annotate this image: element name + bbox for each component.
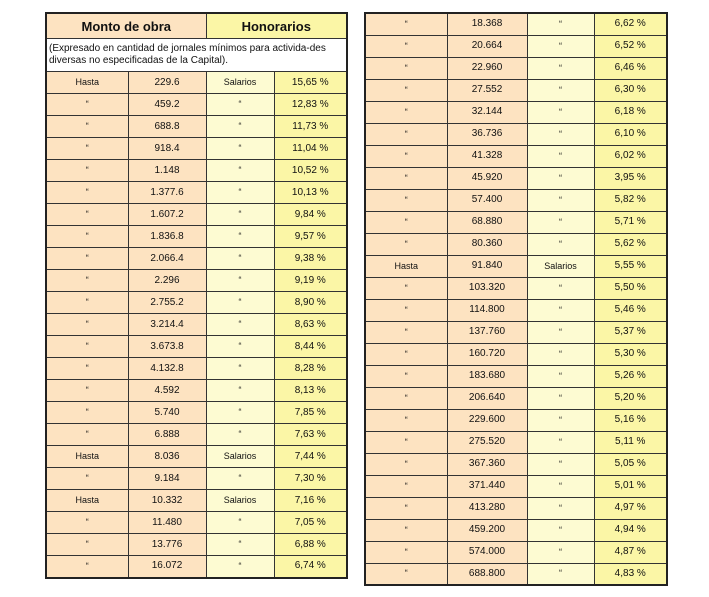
range-label: Hasta — [46, 446, 128, 468]
table-row — [46, 116, 347, 138]
table-row — [365, 189, 667, 211]
unit-label: “ — [527, 563, 594, 585]
table-row — [46, 292, 347, 314]
honorario-value: 8,90 % — [274, 292, 347, 314]
unit-label: “ — [527, 189, 594, 211]
honorario-value: 6,52 % — [594, 35, 667, 57]
honorario-value: 10,52 % — [274, 160, 347, 182]
honorario-value: 5,16 % — [594, 409, 667, 431]
range-label: “ — [365, 321, 447, 343]
unit-label: “ — [527, 497, 594, 519]
monto-value: 1.607.2 — [128, 204, 206, 226]
monto-value: 32.144 — [447, 101, 527, 123]
unit-label: “ — [527, 167, 594, 189]
unit-label: “ — [206, 204, 274, 226]
range-label: “ — [46, 138, 128, 160]
honorario-value: 11,73 % — [274, 116, 347, 138]
table-row — [365, 299, 667, 321]
range-label: “ — [365, 13, 447, 35]
honorario-value: 5,71 % — [594, 211, 667, 233]
honorario-value: 8,44 % — [274, 336, 347, 358]
unit-label: “ — [527, 145, 594, 167]
table-row — [46, 226, 347, 248]
range-label: “ — [365, 145, 447, 167]
table-row — [46, 512, 347, 534]
range-label: “ — [46, 182, 128, 204]
table-row — [46, 380, 347, 402]
monto-value: 2.066.4 — [128, 248, 206, 270]
honorario-value: 5,37 % — [594, 321, 667, 343]
honorarios-header: Honorarios — [206, 13, 347, 39]
range-label: “ — [365, 35, 447, 57]
honorario-value: 5,20 % — [594, 387, 667, 409]
monto-value: 918.4 — [128, 138, 206, 160]
table-row — [365, 13, 667, 35]
unit-label: “ — [527, 431, 594, 453]
range-label: “ — [365, 277, 447, 299]
table-row — [46, 248, 347, 270]
table-row — [365, 475, 667, 497]
unit-label: “ — [206, 380, 274, 402]
honorario-value: 7,85 % — [274, 402, 347, 424]
unit-label: Salarios — [206, 72, 274, 94]
range-label: “ — [46, 292, 128, 314]
table-row — [365, 497, 667, 519]
monto-value: 459.2 — [128, 94, 206, 116]
note-text: (Expresado en cantidad de jornales mínimos para activida-des diversas no especificadas de la Capital). — [46, 39, 347, 72]
monto-value: 80.360 — [447, 233, 527, 255]
unit-label: “ — [206, 358, 274, 380]
honorario-value: 5,55 % — [594, 255, 667, 277]
monto-value: 5.740 — [128, 402, 206, 424]
unit-label: “ — [206, 402, 274, 424]
table-row — [365, 35, 667, 57]
table-row — [365, 409, 667, 431]
header-row — [46, 13, 347, 39]
monto-header: Monto de obra — [46, 13, 206, 39]
unit-label: “ — [206, 270, 274, 292]
range-label: “ — [365, 453, 447, 475]
table-row — [46, 556, 347, 578]
unit-label: “ — [527, 321, 594, 343]
range-label: “ — [46, 160, 128, 182]
unit-label: “ — [206, 468, 274, 490]
unit-label: “ — [206, 116, 274, 138]
honorario-value: 7,16 % — [274, 490, 347, 512]
range-label: “ — [365, 365, 447, 387]
monto-value: 11.480 — [128, 512, 206, 534]
honorario-value: 5,05 % — [594, 453, 667, 475]
table-row — [46, 490, 347, 512]
honorario-value: 9,84 % — [274, 204, 347, 226]
table-row — [46, 314, 347, 336]
table-row — [365, 57, 667, 79]
honorario-value: 5,46 % — [594, 299, 667, 321]
monto-value: 91.840 — [447, 255, 527, 277]
unit-label: “ — [206, 182, 274, 204]
unit-label: Salarios — [206, 490, 274, 512]
table-row — [365, 563, 667, 585]
honorario-value: 5,11 % — [594, 431, 667, 453]
monto-value: 4.592 — [128, 380, 206, 402]
unit-label: “ — [527, 35, 594, 57]
range-label: “ — [46, 204, 128, 226]
unit-label: “ — [527, 365, 594, 387]
table-row — [365, 387, 667, 409]
table-row — [46, 160, 347, 182]
honorario-value: 8,13 % — [274, 380, 347, 402]
unit-label: “ — [527, 409, 594, 431]
honorario-value: 7,44 % — [274, 446, 347, 468]
monto-value: 36.736 — [447, 123, 527, 145]
monto-value: 41.328 — [447, 145, 527, 167]
unit-label: Salarios — [206, 446, 274, 468]
unit-label: “ — [527, 277, 594, 299]
range-label: “ — [365, 387, 447, 409]
unit-label: “ — [527, 475, 594, 497]
monto-value: 229.600 — [447, 409, 527, 431]
unit-label: Salarios — [527, 255, 594, 277]
monto-value: 22.960 — [447, 57, 527, 79]
range-label: “ — [365, 343, 447, 365]
honorario-value: 6,88 % — [274, 534, 347, 556]
honorario-value: 4,87 % — [594, 541, 667, 563]
monto-value: 6.888 — [128, 424, 206, 446]
range-label: “ — [46, 556, 128, 578]
table-row — [46, 358, 347, 380]
unit-label: “ — [527, 79, 594, 101]
honorario-value: 6,46 % — [594, 57, 667, 79]
range-label: “ — [365, 409, 447, 431]
honorario-value: 3,95 % — [594, 167, 667, 189]
table-row — [365, 211, 667, 233]
range-label: “ — [365, 123, 447, 145]
range-label: “ — [365, 211, 447, 233]
monto-value: 1.836.8 — [128, 226, 206, 248]
unit-label: “ — [206, 424, 274, 446]
range-label: “ — [46, 380, 128, 402]
table-row — [365, 519, 667, 541]
table-row — [365, 277, 667, 299]
honorario-value: 7,05 % — [274, 512, 347, 534]
range-label: “ — [46, 424, 128, 446]
monto-value: 1.377.6 — [128, 182, 206, 204]
unit-label: “ — [206, 226, 274, 248]
monto-value: 20.664 — [447, 35, 527, 57]
unit-label: “ — [527, 343, 594, 365]
honorario-value: 9,19 % — [274, 270, 347, 292]
table-row — [365, 123, 667, 145]
honorario-value: 5,26 % — [594, 365, 667, 387]
range-label: “ — [365, 541, 447, 563]
monto-value: 114.800 — [447, 299, 527, 321]
range-label: “ — [46, 534, 128, 556]
monto-value: 183.680 — [447, 365, 527, 387]
unit-label: “ — [206, 292, 274, 314]
honorario-value: 6,18 % — [594, 101, 667, 123]
range-label: “ — [365, 79, 447, 101]
honorario-value: 6,74 % — [274, 556, 347, 578]
range-label: “ — [365, 497, 447, 519]
monto-value: 688.8 — [128, 116, 206, 138]
monto-value: 137.760 — [447, 321, 527, 343]
range-label: “ — [365, 475, 447, 497]
monto-value: 574.000 — [447, 541, 527, 563]
unit-label: “ — [527, 299, 594, 321]
unit-label: “ — [206, 556, 274, 578]
range-label: Hasta — [46, 72, 128, 94]
range-label: Hasta — [46, 490, 128, 512]
table-row — [46, 402, 347, 424]
monto-value: 1.148 — [128, 160, 206, 182]
monto-value: 371.440 — [447, 475, 527, 497]
monto-value: 688.800 — [447, 563, 527, 585]
range-label: “ — [365, 57, 447, 79]
table-row — [46, 336, 347, 358]
honorario-value: 15,65 % — [274, 72, 347, 94]
unit-label: “ — [206, 534, 274, 556]
unit-label: “ — [206, 512, 274, 534]
table-row — [365, 431, 667, 453]
range-label: “ — [46, 402, 128, 424]
honorario-value: 6,30 % — [594, 79, 667, 101]
honorario-value: 7,30 % — [274, 468, 347, 490]
monto-value: 9.184 — [128, 468, 206, 490]
range-label: “ — [46, 314, 128, 336]
unit-label: “ — [527, 519, 594, 541]
unit-label: “ — [527, 541, 594, 563]
unit-label: “ — [527, 233, 594, 255]
honorario-value: 5,50 % — [594, 277, 667, 299]
table-row — [365, 145, 667, 167]
honorario-value: 11,04 % — [274, 138, 347, 160]
monto-value: 229.6 — [128, 72, 206, 94]
honorario-value: 4,83 % — [594, 563, 667, 585]
honorario-value: 5,01 % — [594, 475, 667, 497]
honorario-value: 5,62 % — [594, 233, 667, 255]
unit-label: “ — [527, 13, 594, 35]
monto-value: 57.400 — [447, 189, 527, 211]
table-row — [46, 72, 347, 94]
honorario-value: 6,10 % — [594, 123, 667, 145]
range-label: “ — [365, 101, 447, 123]
range-label: “ — [365, 519, 447, 541]
monto-value: 413.280 — [447, 497, 527, 519]
unit-label: “ — [206, 138, 274, 160]
monto-value: 206.640 — [447, 387, 527, 409]
monto-value: 8.036 — [128, 446, 206, 468]
range-label: “ — [365, 563, 447, 585]
honorario-value: 6,02 % — [594, 145, 667, 167]
unit-label: “ — [206, 248, 274, 270]
monto-value: 2.296 — [128, 270, 206, 292]
monto-value: 459.200 — [447, 519, 527, 541]
honorario-value: 4,97 % — [594, 497, 667, 519]
unit-label: “ — [527, 101, 594, 123]
unit-label: “ — [206, 160, 274, 182]
table-row — [46, 182, 347, 204]
honorario-value: 8,63 % — [274, 314, 347, 336]
honorario-value: 4,94 % — [594, 519, 667, 541]
table-row — [365, 255, 667, 277]
unit-label: “ — [527, 453, 594, 475]
monto-value: 3.673.8 — [128, 336, 206, 358]
monto-value: 10.332 — [128, 490, 206, 512]
table-row — [365, 365, 667, 387]
table-row — [46, 534, 347, 556]
table-row — [365, 453, 667, 475]
honorario-value: 8,28 % — [274, 358, 347, 380]
left-fee-table — [45, 12, 348, 579]
table-row — [46, 424, 347, 446]
monto-value: 18.368 — [447, 13, 527, 35]
range-label: “ — [46, 248, 128, 270]
table-row — [365, 167, 667, 189]
honorario-value: 9,57 % — [274, 226, 347, 248]
honorario-value: 12,83 % — [274, 94, 347, 116]
table-row — [365, 541, 667, 563]
monto-value: 367.360 — [447, 453, 527, 475]
table-row — [46, 468, 347, 490]
table-row — [365, 79, 667, 101]
range-label: “ — [46, 336, 128, 358]
unit-label: “ — [206, 336, 274, 358]
monto-value: 103.320 — [447, 277, 527, 299]
honorario-value: 9,38 % — [274, 248, 347, 270]
honorario-value: 5,82 % — [594, 189, 667, 211]
unit-label: “ — [206, 94, 274, 116]
table-row — [365, 101, 667, 123]
monto-value: 3.214.4 — [128, 314, 206, 336]
unit-label: “ — [206, 314, 274, 336]
range-label: “ — [365, 189, 447, 211]
range-label: Hasta — [365, 255, 447, 277]
monto-value: 4.132.8 — [128, 358, 206, 380]
range-label: “ — [46, 358, 128, 380]
unit-label: “ — [527, 211, 594, 233]
table-row — [46, 446, 347, 468]
honorario-value: 10,13 % — [274, 182, 347, 204]
unit-label: “ — [527, 123, 594, 145]
monto-value: 27.552 — [447, 79, 527, 101]
range-label: “ — [365, 299, 447, 321]
monto-value: 160.720 — [447, 343, 527, 365]
monto-value: 2.755.2 — [128, 292, 206, 314]
table-row — [46, 138, 347, 160]
table-row — [365, 233, 667, 255]
range-label: “ — [365, 233, 447, 255]
honorario-value: 7,63 % — [274, 424, 347, 446]
range-label: “ — [365, 431, 447, 453]
note-row — [46, 39, 347, 72]
range-label: “ — [46, 226, 128, 248]
honorario-value: 5,30 % — [594, 343, 667, 365]
range-label: “ — [46, 116, 128, 138]
range-label: “ — [46, 468, 128, 490]
unit-label: “ — [527, 57, 594, 79]
monto-value: 16.072 — [128, 556, 206, 578]
range-label: “ — [46, 94, 128, 116]
honorario-value: 6,62 % — [594, 13, 667, 35]
table-row — [46, 204, 347, 226]
monto-value: 13.776 — [128, 534, 206, 556]
range-label: “ — [46, 270, 128, 292]
table-row — [46, 94, 347, 116]
unit-label: “ — [527, 387, 594, 409]
monto-value: 68.880 — [447, 211, 527, 233]
range-label: “ — [46, 512, 128, 534]
range-label: “ — [365, 167, 447, 189]
right-fee-table — [364, 12, 668, 586]
monto-value: 275.520 — [447, 431, 527, 453]
table-row — [365, 343, 667, 365]
table-row — [46, 270, 347, 292]
monto-value: 45.920 — [447, 167, 527, 189]
table-row — [365, 321, 667, 343]
